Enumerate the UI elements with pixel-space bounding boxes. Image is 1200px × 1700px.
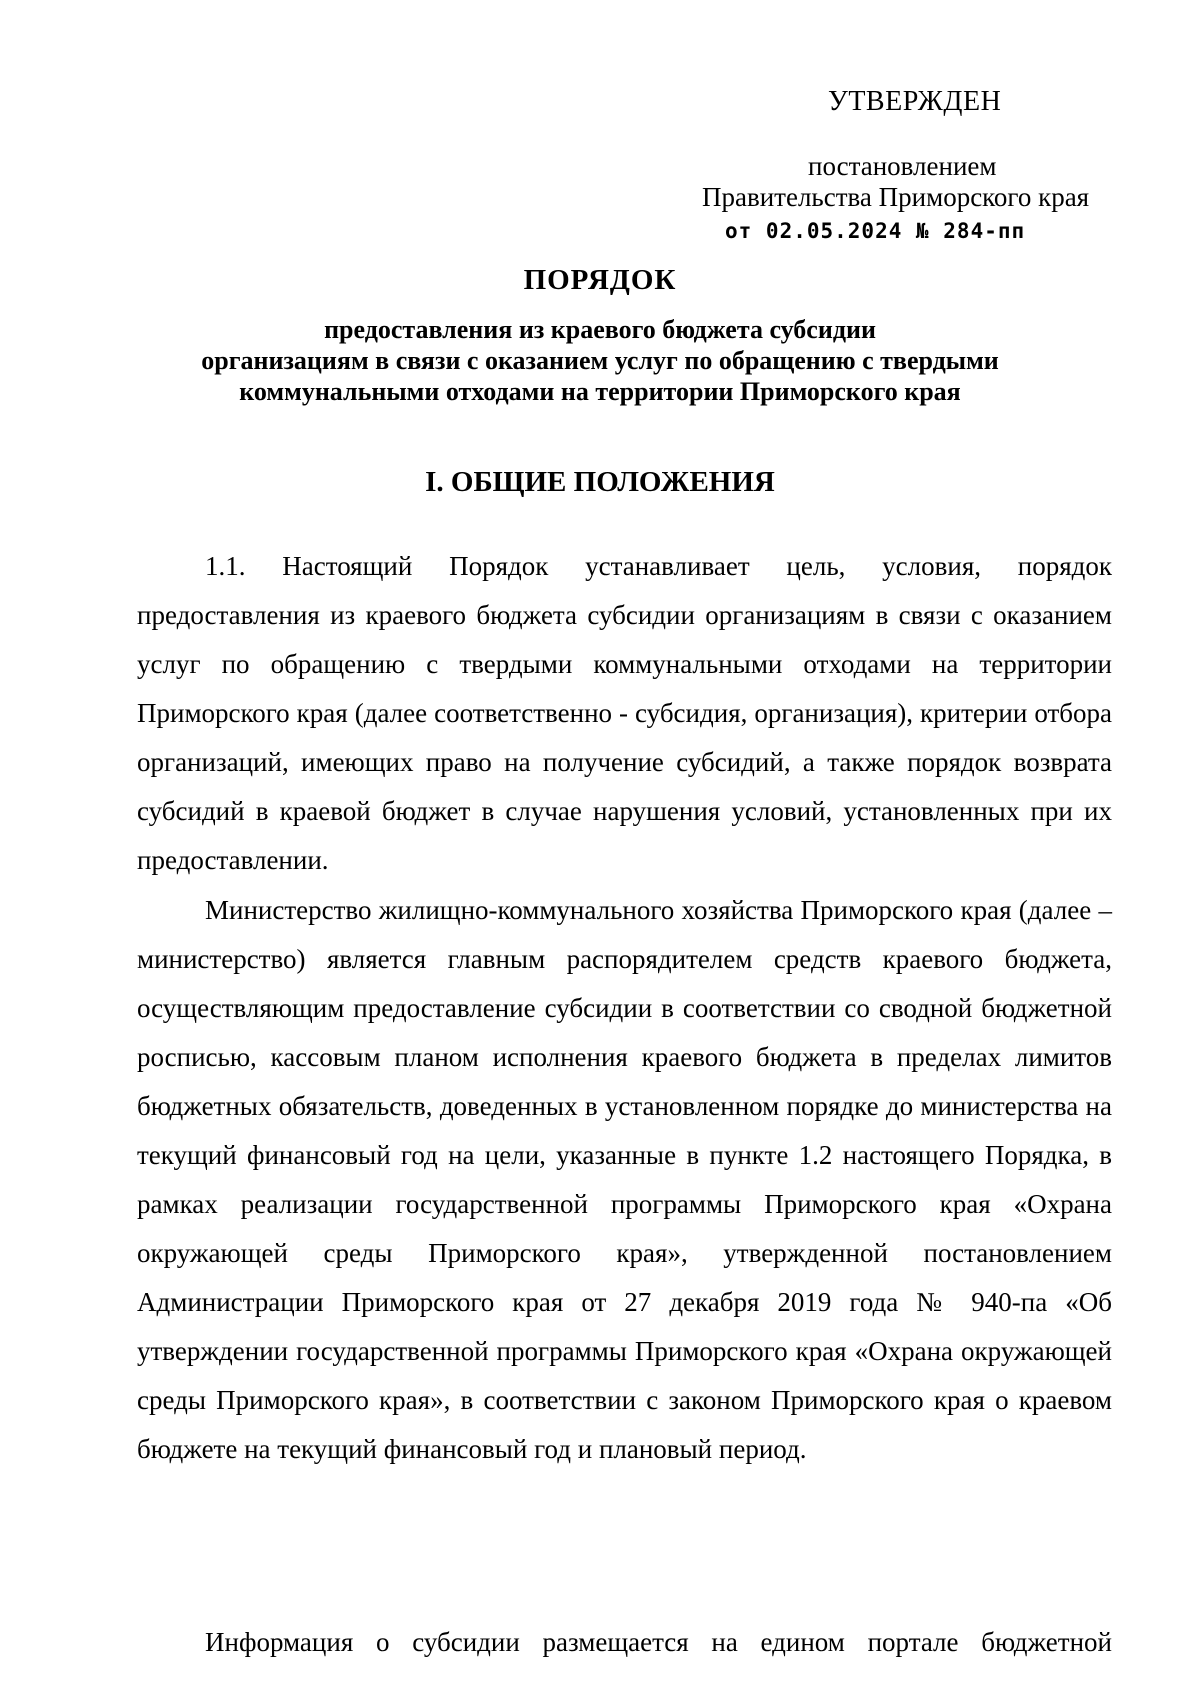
approval-date-number: от 02.05.2024 № 284-пп	[725, 219, 1026, 243]
section-title: I. ОБЩИЕ ПОЛОЖЕНИЯ	[425, 466, 775, 498]
document-subtitle	[0, 314, 1200, 407]
subtitle-line-1: предоставления из краевого бюджета субсидии	[324, 315, 876, 344]
paragraph-ministry: Министерство жилищно-коммунального хозяйства Приморского края (далее – министерство) является главным распорядителем средств краевого бюджета, осуществляющим предоставление субсидии в соответствии со сводной бюджетной росписью, кассовым планом исполнения краевого бюджета в пределах лимитов бюджетных обязательств, доведенных в установленном порядке до министерства на текущий финансовый год на цели, указанные в пункте 1.2 настоящего Порядка, в рамках реализации государственной программы Приморского края «Охрана окружающей среды Приморского края», утвержденной постановлением Администрации Приморского края от 27 декабря 2019 года № 940-па «Об утверждении государственной программы Приморского края «Охрана окружающей среды Приморского края», в соответствии с законом Приморского края о краевом бюджете на текущий финансовый год и плановый период.	[137, 895, 1112, 1464]
approval-line-resolution: постановлением	[808, 151, 997, 181]
approval-line-government: Правительства Приморского края	[702, 182, 1090, 212]
document-title: ПОРЯДОК	[523, 264, 677, 296]
subtitle-line-2: организациям в связи с оказанием услуг по обращению с твердыми	[201, 346, 999, 375]
paragraph-block-3	[137, 1618, 1112, 1667]
paragraph-1-1: 1.1. Настоящий Порядок устанавливает цель, условия, порядок предоставления из краевого бюджета субсидии организациям в связи с оказанием услуг по обращению с твердыми коммунальными отходами на территории Приморского края (далее соответственно - субсидия, организация), критерии отбора организаций, имеющих право на получение субсидий, а также порядок возврата субсидий в краевой бюджет в случае нарушения условий, установленных при их предоставлении.	[137, 551, 1112, 875]
paragraph-information: Информация о субсидии размещается на едином портале бюджетной	[205, 1627, 1112, 1657]
approval-heading: УТВЕРЖДЕН	[828, 86, 1002, 117]
paragraph-block-2	[137, 886, 1112, 1474]
paragraph-block-1	[137, 542, 1112, 885]
subtitle-line-3: коммунальными отходами на территории Приморского края	[239, 377, 961, 406]
